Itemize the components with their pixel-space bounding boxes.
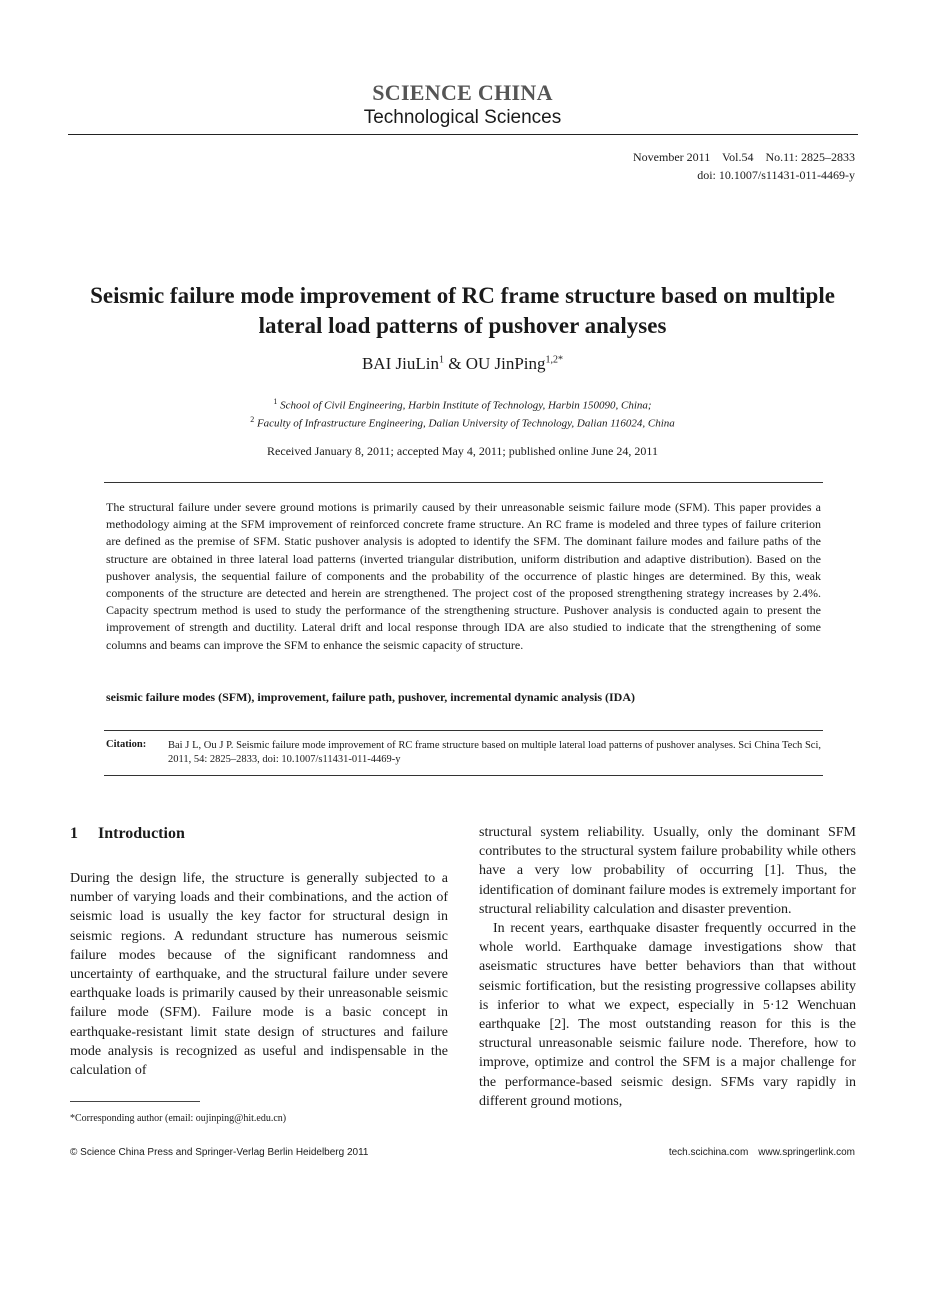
affiliation-number: 1 — [273, 397, 278, 406]
body-column-left — [70, 869, 448, 1080]
springerlink-link[interactable]: www.springerlink.com — [758, 1147, 855, 1158]
publication-dates: Received January 8, 2011; accepted May 4, 2011; published online June 24, 2011 — [267, 444, 658, 458]
body-paragraph: structural system reliability. Usually, only the dominant SFM contributes to the structural system failure probability while others have a very low probability of occurring [1]. Thus, the identification of dominant failure modes is extremely important for structural reliability calculation and disaster prevention. — [479, 825, 856, 917]
author-affil-mark: 1,2* — [545, 354, 564, 366]
affiliation — [0, 397, 925, 412]
journal-site-link[interactable]: tech.scichina.com — [668, 1147, 749, 1158]
doi-info: doi: 10.1007/s11431-011-4469-y — [697, 168, 855, 182]
copyright: © Science China Press and Springer-Verlag Berlin Heidelberg 2011 — [70, 1147, 369, 1158]
abstract: The structural failure under severe ground motions is primarily caused by their unreasonable seismic failure mode (SFM). This paper provides a methodology aiming at the SFM improvement of reinforced concrete frame structure. An RC frame is modeled and three types of failure criterion are defined as the premise of SFM. Static pushover analysis is adopted to identify the SFM. The dominant failure modes and failure paths of the structure are obtained in three lateral load patterns (inverted triangular distribution, uniform distribution and adaptive distribution). Based on the pushover analysis, the sequential failure of components and the probability of the occurrence of plastic hinges are determined. By this, weak components of the structure are detected and herein are strengthened. The project cost of the proposed strengthening strategy increases by 2.4%. Capacity spectrum method is used to study the performance of the strengthening structure. Pushover analysis is conducted again to present the improvement of strength and ductility. Lateral drift and local response through IDA are also studied to indicate that the strengthening of some columns and beams can improve the SFM to enhance the seismic capacity of structure. — [106, 500, 821, 652]
footer-links — [659, 1147, 855, 1158]
section-number: 1 — [70, 825, 78, 842]
affiliation-text: Faculty of Infrastructure Engineering, Dalian University of Technology, Dalian 116024, China — [256, 417, 675, 430]
citation-top-rule — [104, 730, 823, 731]
author-name: OU JinPing — [465, 354, 546, 373]
citation-bottom-rule — [104, 775, 823, 776]
author-separator: & — [443, 354, 466, 373]
author-name: BAI JiuLin — [361, 354, 439, 373]
affiliation-text: School of Civil Engineering, Harbin Institute of Technology, Harbin 150090, China; — [280, 399, 652, 412]
header-rule — [68, 134, 858, 135]
citation-text: Bai J L, Ou J P. Seismic failure mode improvement of RC frame structure based on multiple lateral load patterns of pushover analyses. Sci China Tech Sci, 2011, 54: 2825–2833, doi: 10.1007/s11431-011-4469-y — [168, 740, 821, 765]
issue-info: November 2011 Vol.54 No.11: 2825–2833 — [633, 150, 855, 164]
footnote-rule — [70, 1101, 200, 1102]
body-paragraph: In recent years, earthquake disaster frequently occurred in the whole world. Earthquake damage investigations show that aseismatic structures have better behaviors than that without seismic fortification, but the resisting progressive collapses ability is inferior to what we expect, especially in 5·12 Wenchuan earthquake [2]. The most outstanding reason for this is the structural unreasonable seismic failure node. Therefore, how to improve, optimize and control the SFM is a major challenge for the performance-based seismic design. SFMs vary rapidly in different ground motions, — [479, 921, 856, 1109]
section-title: Introduction — [98, 825, 185, 842]
author-affil-mark: 1 — [438, 354, 444, 366]
author-list — [0, 354, 925, 374]
body-column-right — [479, 823, 856, 1111]
corresponding-author-note: *Corresponding author (email: oujinping@hit.edu.cn) — [70, 1113, 287, 1124]
journal-subtitle: Technological Sciences — [363, 107, 562, 128]
article-title: Seismic failure mode improvement of RC frame structure based on multiple lateral load patterns of pushover analyses — [90, 283, 835, 338]
citation-label: Citation: — [106, 739, 147, 750]
affiliation — [0, 415, 925, 430]
body-paragraph: During the design life, the structure is generally subjected to a number of varying loads and their combinations, and the action of seismic load is usually the key factor for structural design in seismic regions. A redundant structure has numerous seismic failure modes because of the significant randomness and uncertainty of earthquake, and the structural failure under severe earthquake loads is primarily caused by their unreasonable seismic failure mode (SFM). Failure mode is a basic concept in earthquake-resistant limit state design of structures and failure mode analysis is recognized as useful and indispensable in the calculation of — [70, 871, 448, 1079]
abstract-top-rule — [104, 482, 823, 483]
affiliation-number: 2 — [250, 415, 255, 424]
keywords: seismic failure modes (SFM), improvement, failure path, pushover, incremental dynamic analysis (IDA) — [106, 690, 635, 704]
journal-name: SCIENCE CHINA — [372, 80, 553, 105]
section-heading — [70, 825, 185, 843]
